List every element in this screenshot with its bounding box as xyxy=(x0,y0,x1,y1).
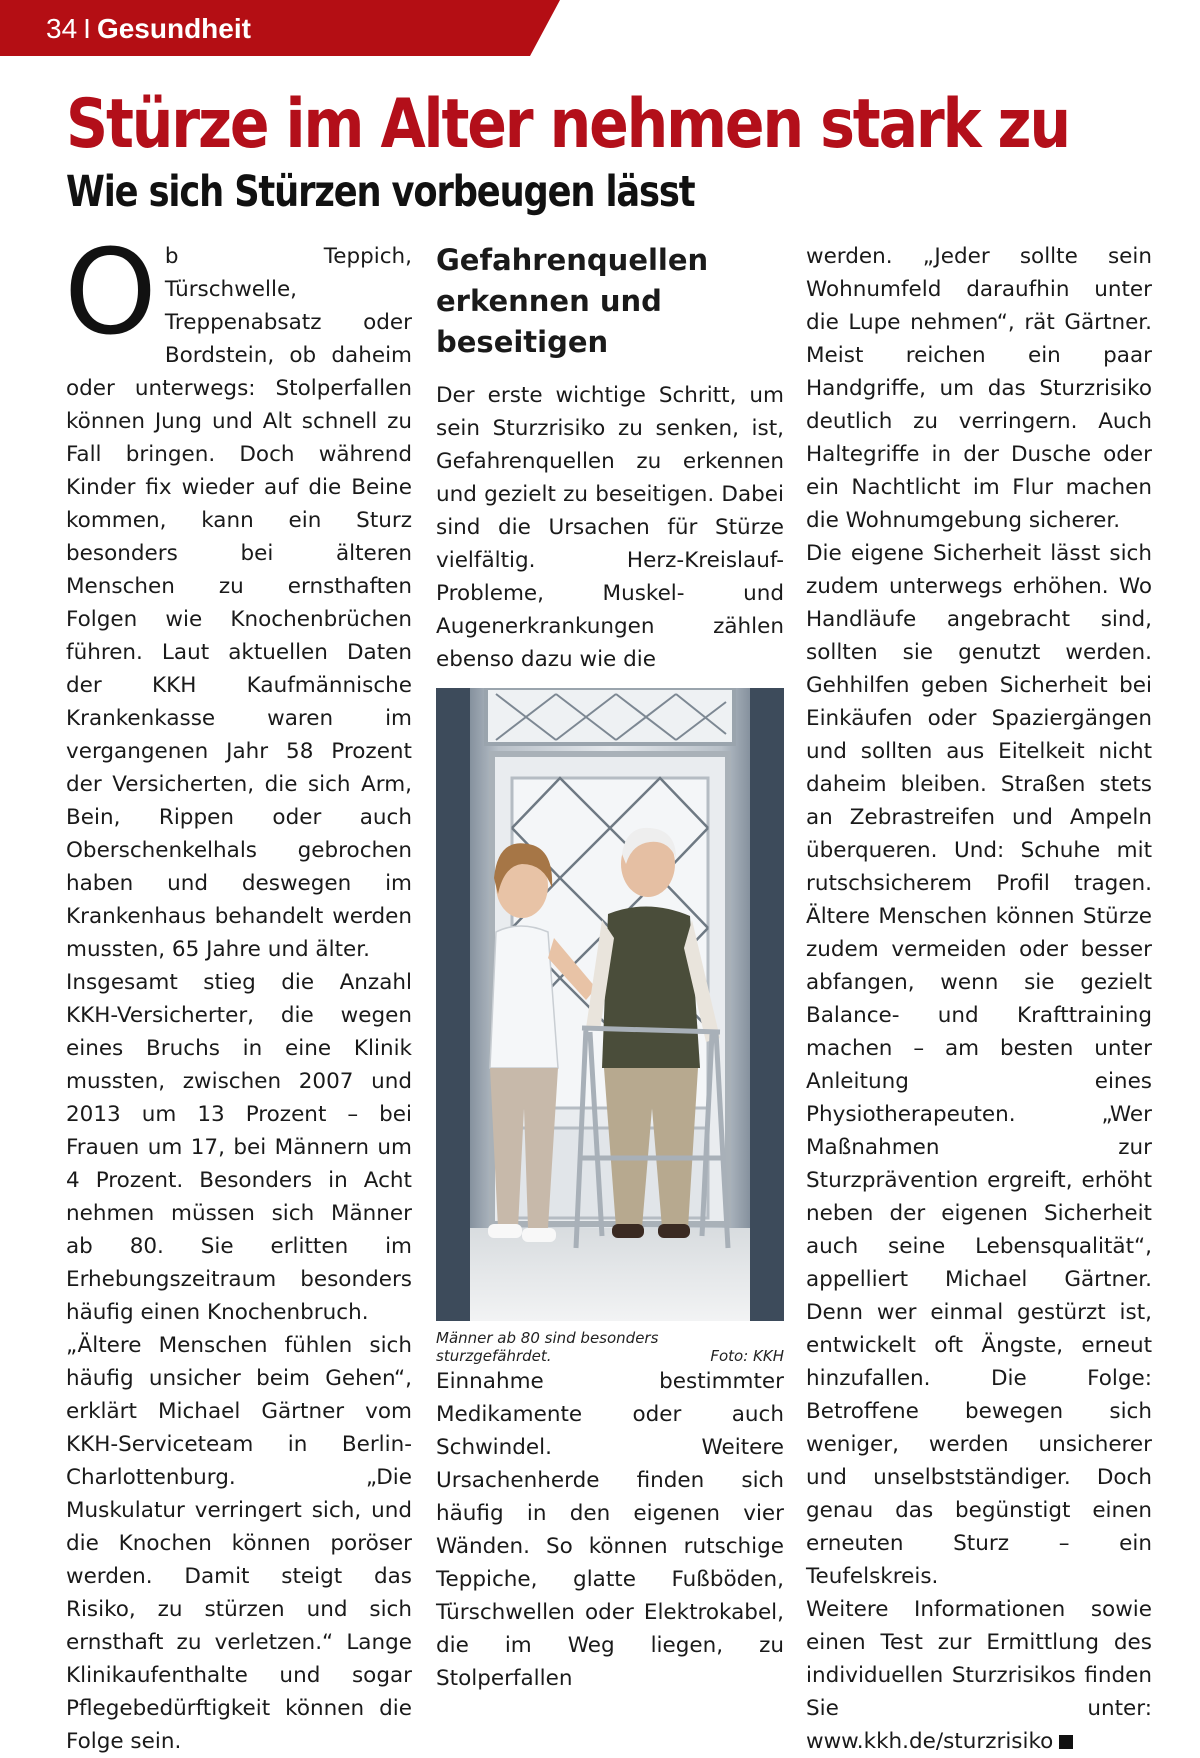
paragraph: Der erste wichtige Schritt, um sein Sturzrisiko zu senken, ist, Gefahrenquellen zu erkennen und gezielt zu beseitigen. Dabei sind die Ursachen für Stürze vielfältig. Herz-Kreislauf-Probleme, Muskel- und Augenerkrankungen zählen ebenso dazu wie die xyxy=(436,383,784,672)
article-headline: Stürze im Alter nehmen stark zu xyxy=(66,85,1069,164)
article-subheadline: Wie sich Stürzen vorbeugen lässt xyxy=(66,167,695,217)
section-label xyxy=(46,12,251,46)
page-number: 34 xyxy=(46,13,78,44)
intermediate-heading: Gefahrenquellen erkennen und beseitigen xyxy=(436,243,709,359)
article-column-1 xyxy=(64,223,412,1758)
lead-text: b Teppich, Türschwelle, Treppenabsatz oder Bordstein, ob daheim oder unterwegs: Stolperfallen können Jung und Alt schnell zu Fall bringen. Doch während Kinder fix wieder auf die Beine kommen, kann ein Sturz besonders bei älteren Menschen zu ernsthaften Folgen wie Knochenbrüchen führen. Laut aktuellen Daten der KKH Kaufmännische Krankenkasse waren im vergangenen Jahr 58 Prozent der Versicherten, die sich Arm, Bein, Rippen oder auch Oberschenkelhals gebrochen haben und deswegen im Krankenhaus behandelt werden mussten, 65 Jahre und älter. xyxy=(66,244,412,962)
lead-paragraph xyxy=(64,223,412,966)
paragraph: Einnahme bestimmter Medikamente oder auch Schwindel. Weitere Ursachenherde finden sich häufig in den eigenen vier Wänden. So können rutschige Teppiche, glatte Fußböden, Türschwellen oder Elektrokabel, die im Weg liegen, zu Stolperfallen xyxy=(436,1369,784,1691)
end-mark-icon xyxy=(1059,1735,1073,1749)
closing-paragraph xyxy=(806,1593,1152,1758)
section-header-band xyxy=(0,0,1200,56)
photo-caregiver-and-senior-with-walker xyxy=(436,688,784,1321)
photo-caption xyxy=(436,1329,784,1365)
closing-text: Weitere Informationen sowie einen Test zur Ermittlung des individuellen Sturzrisikos finden Sie unter: www.kkh.de/sturzrisiko xyxy=(806,1597,1152,1754)
paragraph: werden. „Jeder sollte sein Wohnumfeld daraufhin unter die Lupe nehmen“, rät Gärtner. Meist reichen ein paar Handgriffe, um das Sturzrisiko deutlich zu verringern. Auch Haltegriffe in der Dusche oder ein Nachtlicht im Flur machen die Wohnumgebung sicherer. xyxy=(806,244,1152,533)
photo-credit: Foto: KKH xyxy=(710,1347,784,1365)
dropcap: O xyxy=(64,223,157,361)
caption-text: Männer ab 80 sind besonders sturzgefährdet. xyxy=(436,1329,659,1365)
paragraph: Die eigene Sicherheit lässt sich zudem unterwegs erhöhen. Wo Handläufe angebracht sind, sollten sie genutzt werden. Gehhilfen geben Sicherheit bei Einkäufen oder Spaziergängen und sollten aus Eitelkeit nicht daheim bleiben. Straßen stets an Zebrastreifen und Ampeln überqueren. Und: Schuhe mit rutschsicherem Profil tragen. Ältere Menschen können Stürze zudem vermeiden oder besser abfangen, wenn sie gezielt Balance- und Krafttraining machen – am besten unter Anleitung eines Physiotherapeuten. „Wer Maßnahmen zur Sturzprävention ergreift, erhöht neben der eigenen Sicherheit auch seine Lebensqualität“, appelliert Michael Gärtner. Denn wer einmal gestürzt ist, entwickelt oft Ängste, erneut hinzufallen. Die Folge: Betroffene bewegen sich weniger, werden unsicherer und unselbstständiger. Doch genau das begünstigt einen erneuten Sturz – ein Teufelskreis. xyxy=(806,541,1152,1589)
article-column-3 xyxy=(806,240,1152,1758)
article-photo xyxy=(436,688,784,1321)
section-name: Gesundheit xyxy=(96,13,251,44)
header-separator: I xyxy=(83,13,91,44)
article-column-2 xyxy=(436,240,784,1695)
paragraph: Insgesamt stieg die Anzahl KKH-Versicherter, die wegen eines Bruchs in eine Klinik mussten, zwischen 2007 und 2013 um 13 Prozent – bei Frauen um 17, bei Männern um 4 Prozent. Besonders in Acht nehmen müssen sich Männer ab 80. Sie erlitten im Erhebungszeitraum besonders häufig einen Knochenbruch. xyxy=(66,970,412,1325)
paragraph: „Ältere Menschen fühlen sich häufig unsicher beim Gehen“, erklärt Michael Gärtner vom KKH-Serviceteam in Berlin-Charlottenburg. „Die Muskulatur verringert sich, und die Knochen können poröser werden. Damit steigt das Risiko, zu stürzen und sich ernsthaft zu verletzen.“ Lange Klinikaufenthalte und sogar Pflegebedürftigkeit können die Folge sein. xyxy=(66,1333,412,1754)
